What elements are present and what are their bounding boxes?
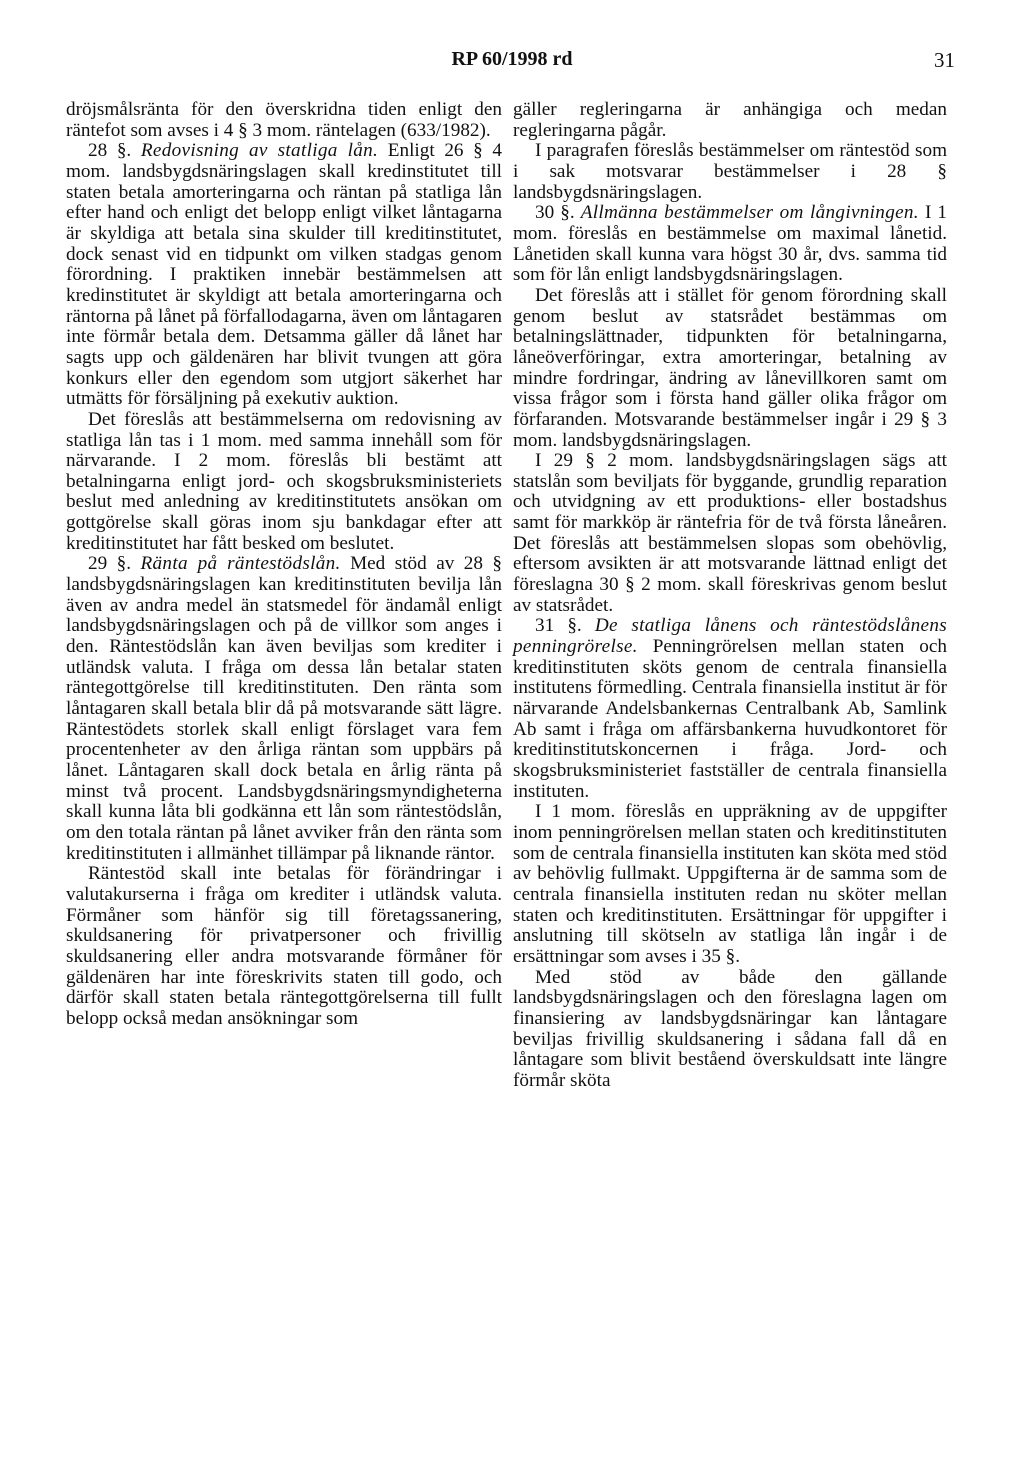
section-number: 30 §. [535,202,575,224]
section-heading: Ränta på räntestödslån. [140,553,341,575]
paragraph: Med stöd av både den gällande landsbygdsnäringslagen och den föreslagna lagen om finansiering av landsbygdsnäringar kan låntagare beviljas frivillig skuldsanering i sådana fall då en låntagare som blivit beståend överskuldsatt inte längre förmår sköta [513,966,947,1091]
page-number: 31 [934,48,955,72]
paragraph: gäller regleringarna är anhängiga och medan regleringarna pågår. [513,99,947,141]
section-number: 29 §. [88,553,132,575]
section-number: 28 §. [88,140,132,162]
paragraph: Räntestöd skall inte betalas för förändringar i valutakurserna i fråga om krediter i utländsk valuta. Förmåner som hänför sig till företagssanering, skuldsanering för privatpersoner och frivillig skuldsanering eller andra motsvarande förmåner för gäldenären har inte föreskrivits staten till godo, och därför skall staten betala räntegottgörelserna till fullt belopp också medan ansökningar som [66,863,502,1029]
paragraph: I 1 mom. föreslås en uppräkning av de uppgifter inom penningrörelsen mellan staten och kreditinstituten som de centrala finansiella instituten kan sköta med stöd av behövlig fullmakt. Uppgifterna är de samma som de centrala finansiella instituten redan nu sköter mellan staten och kreditinstituten. Ersättningar för uppgifter i anslutning till skötseln av statliga lån ingår i de ersättningar som avses i 35 §. [513,801,947,967]
section-number: 31 §. [535,615,582,637]
section-body: Enligt 26 § 4 mom. landsbygdsnäringslagen skall kredinstitutet till staten betala amorteringarna och räntan på statliga lån efter hand och enligt det belopp enligt vilket låntagarna är skyldiga att betala sina skulder till kreditinstitutet, dock senast vid en tidpunkt om vilken stadgas genom förordning. I praktiken innebär bestämmelsen att kredinstitutet är skyldigt att betala amorteringarna och räntorna på lånet på förfallodagarna, även om låntagaren inte förmår betala dem. Detsamma gäller då lånet har sagts upp och gäldenären har blivit tvungen att göra konkurs eller den egendom som utgjort säkerhet har utmätts för försäljning på exekutiv auktion. [66,140,503,410]
page-header [0,48,1024,78]
section-heading: Redovisning av statliga lån. [140,140,379,162]
section-heading: Allmänna bestämmelser om långivningen. [580,202,919,224]
section-body: Penningrörelsen mellan staten och kreditinstituten sköts genom de centrala finansiella institutens förmedling. Centrala finansiella institut är för närvarande Andelsbankernas Centralbank Ab, Samlink Ab samt i fråga om affärsbankerna huvudkontoret för kreditinstitutskoncernen i fråga. Jord- och skogsbruksministeriet fastställer de centrala finansiella instituten. [513,636,947,802]
section-paragraph [513,203,947,286]
document-id: RP 60/1998 rd [451,48,573,70]
section-paragraph [66,554,502,864]
paragraph: I 29 § 2 mom. landsbygdsnäringslagen sägs att statslån som beviljats för byggande, grundlig reparation och utvidgning av ett produktions- eller bostadshus samt för markköp är räntefria för de två första låneåren. Det föreslås att bestämmelsen slopas som obehövlig, eftersom avsikten är att motsvarande lättnad enligt det föreslagna 30 § 2 mom. skall föreskrivas genom beslut av statsrådet. [513,450,947,616]
section-paragraph [513,616,947,802]
section-body: Med stöd av 28 § landsbygdsnäringslagen kan kreditinstituten bevilja lån även av andra medel än statsmedel för ändamål enligt landsbygdsnäringslagen och på de villkor som anges i den. Räntestödslån kan även beviljas som krediter i utländsk valuta. I fråga om dessa lån betalar staten räntegottgörelse till kreditinstituten. Den ränta som låntagaren skall betala blir då på motsvarande sätt lägre. Räntestödets storlek skall enligt förslaget vara fem procentenheter av den årliga räntan som uppbärs på lånet. Låntagaren skall dock betala en årlig ränta på minst två procent. Landsbygdsnäringsmyndigheterna skall kunna låta bli godkänna ett lån som räntestödslån, om den totala räntan på lånet avviker från den ränta som kreditinstituten i allmänhet tillämpar på liknande räntor. [66,553,503,864]
right-column [513,100,947,1092]
section-paragraph [66,141,502,410]
paragraph: dröjsmålsränta för den överskridna tiden enligt den räntefot som avses i 4 § 3 mom. räntelagen (633/1982). [66,99,502,141]
paragraph: Det föreslås att bestämmelserna om redovisning av statliga lån tas i 1 mom. med samma innehåll som för närvarande. I 2 mom. föreslås bli bestämt att betalningarna enligt jord- och skogsbruksministeriets beslut med anledning av kreditinstitutets ansökan om gottgörelse skall göras inom sju bankdagar efter att kreditinstitutet har fått besked om beslutet. [66,408,502,554]
paragraph: I paragrafen föreslås bestämmelser om räntestöd som i sak motsvarar bestämmelser i 28 § landsbygdsnäringslagen. [513,140,947,203]
left-column [66,100,502,1030]
paragraph: Det föreslås att i stället för genom förordning skall genom beslut av statsrådet bestämmas om betalningslättnader, tidpunkten för betalningarna, låneöverföringar, extra amorteringar, betalning av mindre fordringar, ändring av lånevillkoren samt om vissa frågor som i första hand gäller olika frågor om förfaranden. Motsvarande bestämmelser ingår i 29 § 3 mom. landsbygdsnäringslagen. [513,284,947,451]
section-body: I 1 mom. föreslås en bestämmelse om maximal lånetid. Lånetiden skall kunna vara högst 30 år, dvs. samma tid som för lån enligt landsbygdsnäringslagen. [513,202,948,286]
section-heading: De statliga lånens och räntestödslånens penningrörelse. [513,615,947,658]
